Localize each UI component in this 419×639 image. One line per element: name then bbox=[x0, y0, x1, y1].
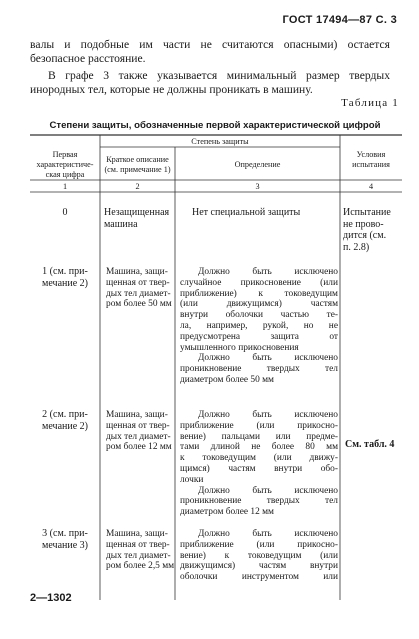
table-row-short: Машина, защи- щенная от твер- дых тел диамет- ром более 50 мм bbox=[106, 267, 172, 310]
table-row-digit: 1 (см. при- мечание 2) bbox=[42, 266, 88, 289]
column-header-short: Краткое описание (см. примечание 1) bbox=[104, 155, 171, 174]
page-footer: 2—1302 bbox=[30, 592, 72, 604]
table-row-digit: 3 (см. при- мечание 3) bbox=[42, 528, 88, 551]
table-row-digit: 0 bbox=[62, 207, 68, 218]
column-number: 2 bbox=[135, 182, 140, 191]
table-row-definition: Нет специальной защиты bbox=[192, 207, 301, 218]
paragraph-line: В графе 3 также указывается минимальный размер твердых bbox=[48, 69, 390, 82]
column-header-definition: Определение bbox=[234, 160, 281, 169]
table-row-test: Испытание не прово- дится (см. п. 2.8) bbox=[343, 207, 391, 253]
paragraph-line: безопасное расстояние. bbox=[30, 52, 146, 65]
table-row-definition: Должно быть исключено случайное прикосновение (или приближение) к токоведущим (или движущимся) частям внутри оболочки частью те- ла, например, рукой, но не предусмотрена защита от умышленного прикосновения Должно быть исключено проникновение твердых тел диаметром более 50 мм bbox=[180, 267, 338, 385]
table-row-test: См. табл. 4 bbox=[345, 439, 395, 450]
table-row-digit: 2 (см. при- мечание 2) bbox=[42, 409, 88, 432]
table-row-definition: Должно быть исключено приближение (или прикосно- вение) к токоведущим (или движущимся) частям внутри оболочки инструментом или bbox=[180, 529, 338, 583]
column-number: 4 bbox=[368, 182, 374, 191]
page-header: ГОСТ 17494—87 С. 3 bbox=[282, 14, 397, 26]
column-header-digit: Первая характеристиче- ская цифра bbox=[36, 150, 94, 179]
column-group-header: Степень защиты bbox=[191, 137, 249, 146]
table-row-definition: Должно быть исключено приближение (или прикосно- вение) пальцами или предме- тами длиной не более 80 мм к токоведущим (или движу- щимся) частям внутри обо- лочки Должно быть исключено проникновение твердых тел диаметром более 12 мм bbox=[180, 410, 338, 518]
table-row-short: Машина, защи- щенная от твер- дых тел диамет- ром более 2,5 мм bbox=[106, 529, 175, 572]
column-header-test: Условия испытания bbox=[352, 150, 390, 169]
column-number: 3 bbox=[255, 182, 260, 191]
paragraph-line: валы и подобные им части не считаются опасными) остается bbox=[30, 38, 390, 51]
paragraph-line: инородных тел, которые не должны проникать в машину. bbox=[30, 83, 313, 96]
table-caption: Степени защиты, обозначенные первой характеристической цифрой bbox=[49, 120, 381, 131]
table-row-short: Машина, защи- щенная от твер- дых тел диамет- ром более 12 мм bbox=[106, 410, 172, 453]
table-row-short: Незащищенная машина bbox=[104, 207, 170, 230]
column-number: 1 bbox=[62, 182, 68, 191]
table-number: Таблица 1 bbox=[341, 97, 399, 109]
